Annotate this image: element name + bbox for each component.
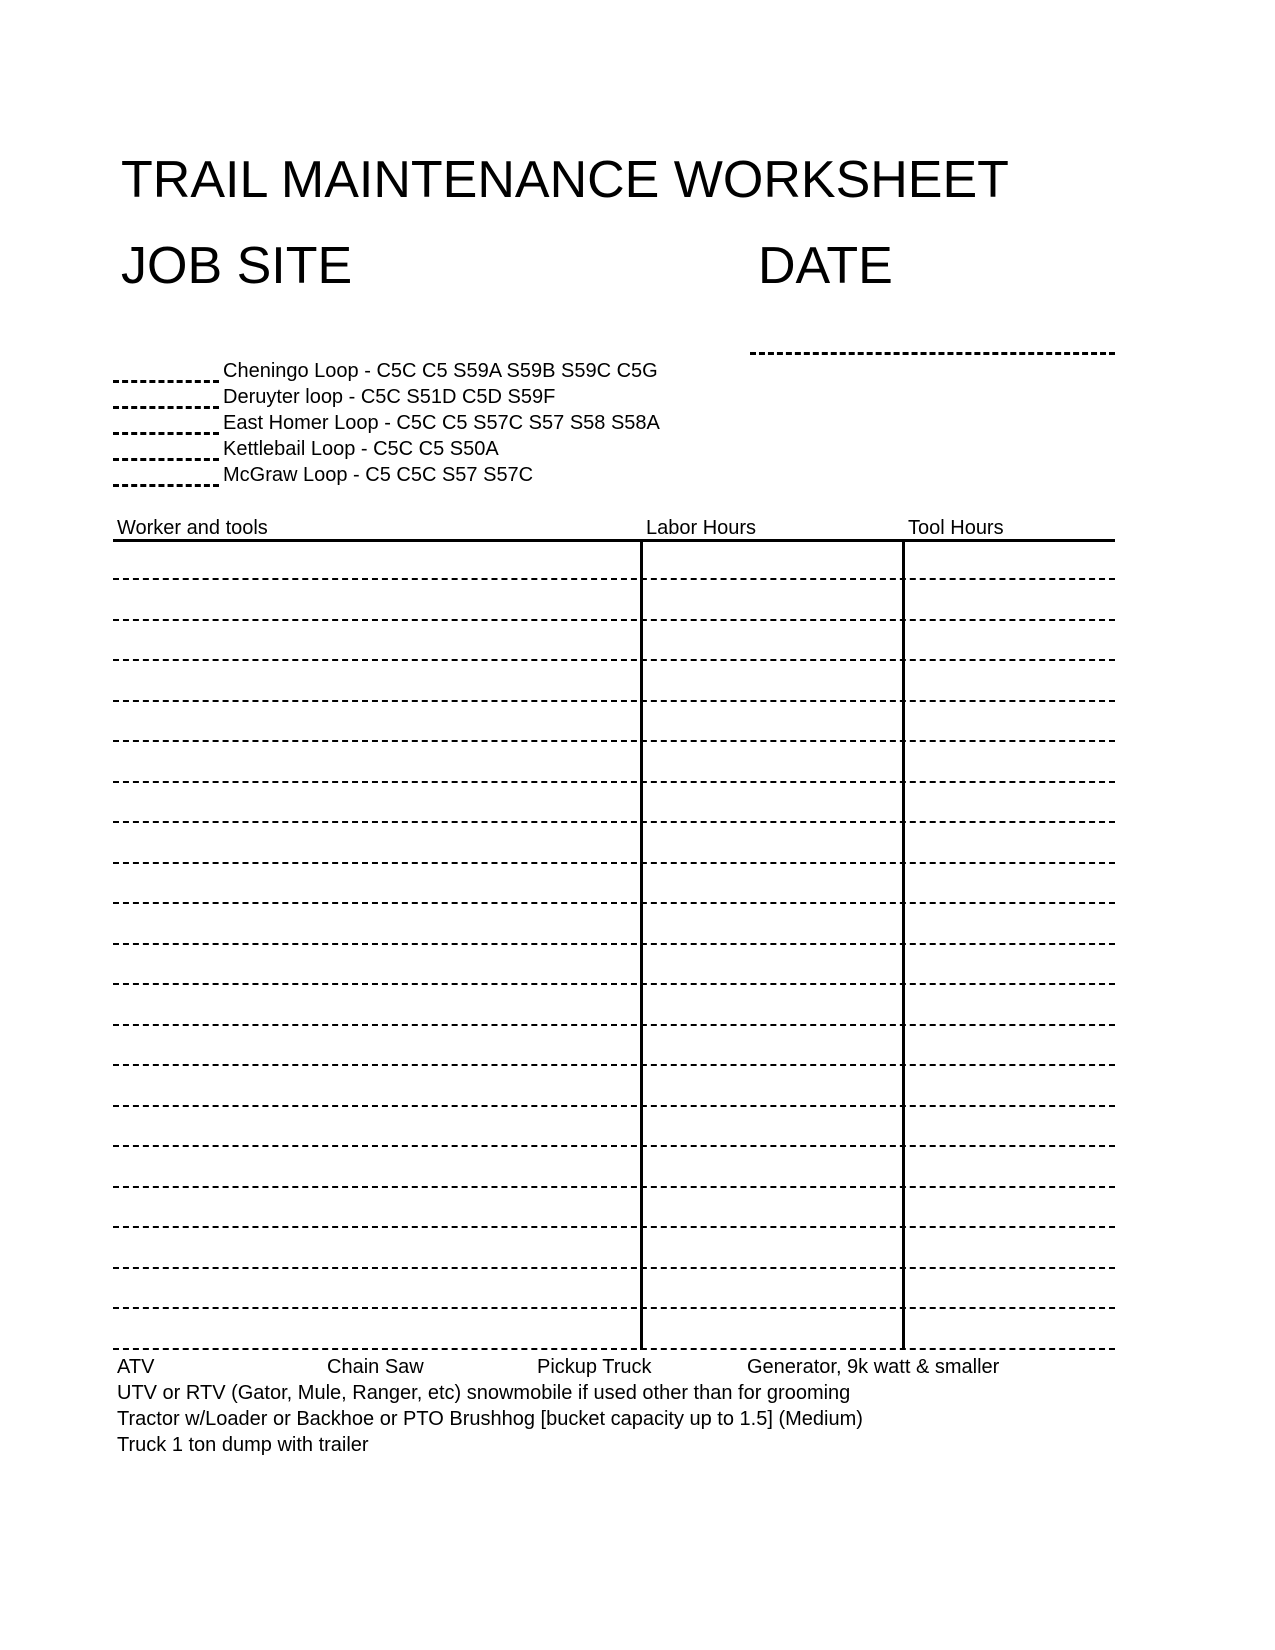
table-row[interactable] xyxy=(113,619,1115,623)
loop-label: Cheningo Loop - C5C C5 S59A S59B S59C C5G xyxy=(223,360,658,382)
loop-option xyxy=(113,410,813,436)
loop-label: McGraw Loop - C5 C5C S57 S57C xyxy=(223,464,534,486)
legend-item: Pickup Truck xyxy=(537,1356,652,1378)
legend-line xyxy=(117,1406,1117,1432)
legend-line xyxy=(117,1432,1117,1458)
table-row[interactable] xyxy=(113,659,1115,663)
loop-label: Deruyter loop - C5C S51D C5D S59F xyxy=(223,386,556,408)
loop-check-line[interactable] xyxy=(113,458,219,461)
date-label: DATE xyxy=(758,237,893,295)
table-row[interactable] xyxy=(113,902,1115,906)
column-header-tool-hours: Tool Hours xyxy=(908,517,1004,539)
legend-item: Truck 1 ton dump with trailer xyxy=(117,1434,369,1456)
loop-label: Kettlebail Loop - C5C C5 S50A xyxy=(223,438,499,460)
loop-check-line[interactable] xyxy=(113,406,219,409)
date-entry-line[interactable] xyxy=(750,352,1115,355)
table-row[interactable] xyxy=(113,578,1115,582)
legend-item: Generator, 9k watt & smaller xyxy=(747,1356,1000,1378)
job-site-label: JOB SITE xyxy=(121,237,353,295)
equipment-legend xyxy=(117,1354,1117,1458)
loop-check-line[interactable] xyxy=(113,484,219,487)
table-row[interactable] xyxy=(113,983,1115,987)
table-row[interactable] xyxy=(113,1226,1115,1230)
loop-label: East Homer Loop - C5C C5 S57C S57 S58 S58A xyxy=(223,412,660,434)
loop-option xyxy=(113,436,813,462)
table-row[interactable] xyxy=(113,700,1115,704)
legend-line xyxy=(117,1354,1117,1380)
table-row[interactable] xyxy=(113,781,1115,785)
table-row[interactable] xyxy=(113,1105,1115,1109)
table-row[interactable] xyxy=(113,862,1115,866)
legend-item: Tractor w/Loader or Backhoe or PTO Brushhog [bucket capacity up to 1.5] (Medium) xyxy=(117,1408,863,1430)
loop-check-line[interactable] xyxy=(113,432,219,435)
table-row[interactable] xyxy=(113,1186,1115,1190)
table-row[interactable] xyxy=(113,1348,1115,1352)
loop-check-line[interactable] xyxy=(113,380,219,383)
legend-item: UTV or RTV (Gator, Mule, Ranger, etc) snowmobile if used other than for grooming xyxy=(117,1382,851,1404)
table-row[interactable] xyxy=(113,1024,1115,1028)
legend-item: Chain Saw xyxy=(327,1356,424,1378)
legend-item: ATV xyxy=(117,1356,155,1378)
table-row[interactable] xyxy=(113,943,1115,947)
table-header-rule xyxy=(113,539,1115,542)
table-row[interactable] xyxy=(113,821,1115,825)
table-row[interactable] xyxy=(113,1064,1115,1068)
loop-option xyxy=(113,462,813,488)
job-site-loop-list xyxy=(113,358,813,488)
table-row[interactable] xyxy=(113,1267,1115,1271)
table-row[interactable] xyxy=(113,740,1115,744)
column-header-worker-and-tools: Worker and tools xyxy=(117,517,268,539)
table-row[interactable] xyxy=(113,1307,1115,1311)
loop-option xyxy=(113,358,813,384)
table-row[interactable] xyxy=(113,1145,1115,1149)
worksheet-title: TRAIL MAINTENANCE WORKSHEET xyxy=(121,151,1009,209)
loop-option xyxy=(113,384,813,410)
legend-line xyxy=(117,1380,1117,1406)
column-header-labor-hours: Labor Hours xyxy=(646,517,757,539)
